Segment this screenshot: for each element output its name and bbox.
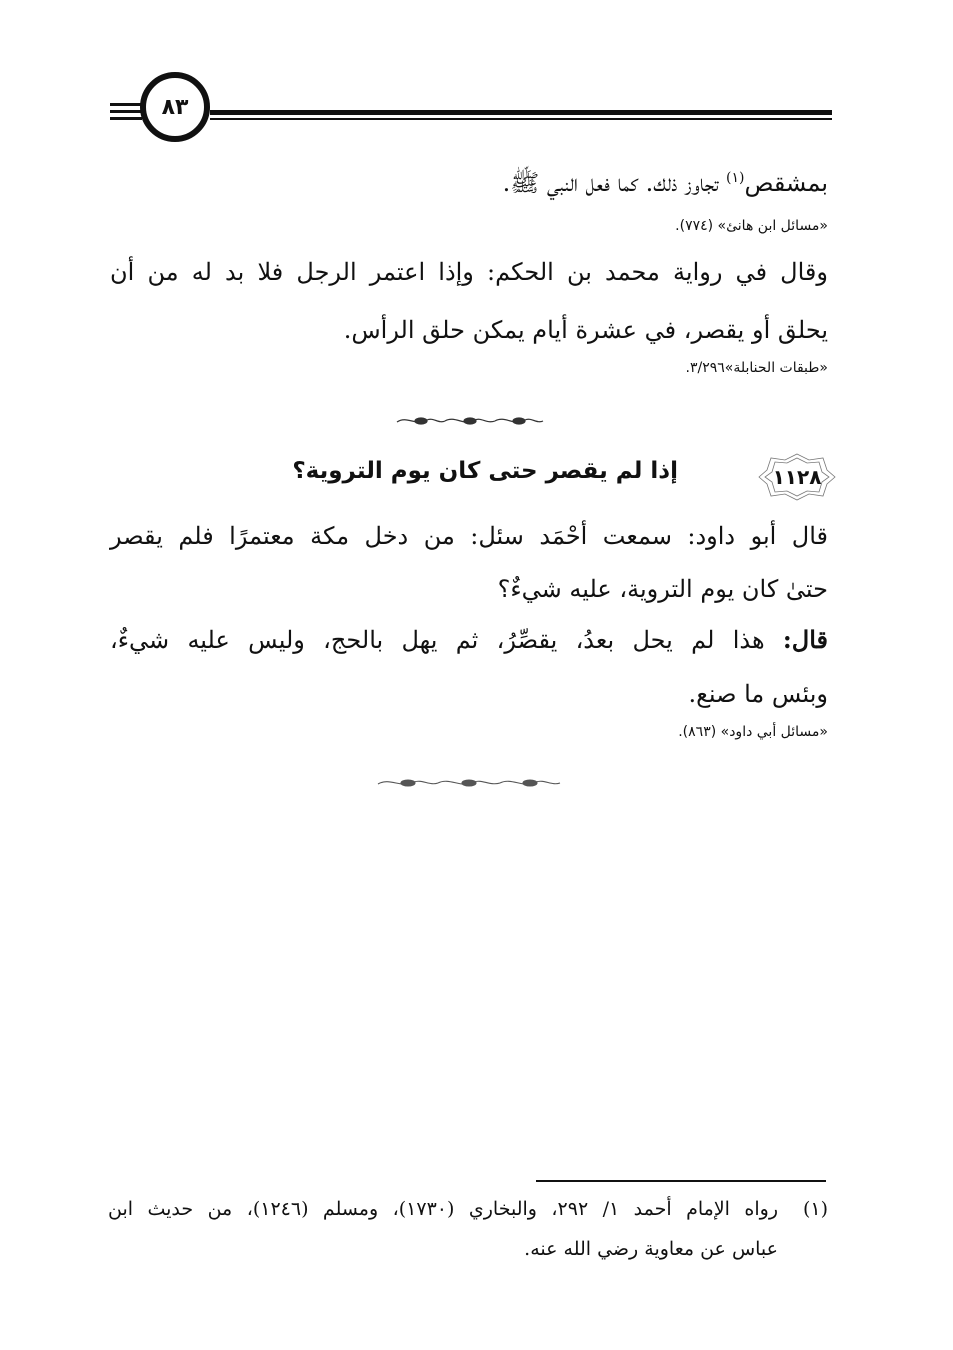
header-rule	[210, 110, 832, 115]
para2-source: «طبقات الحنابلة»٣/٢٩٦.	[685, 360, 828, 376]
footnote-rule	[536, 1180, 826, 1182]
para1-source: «مسائل ابن هانئ» (٧٧٤).	[675, 218, 828, 234]
answer-line1	[110, 625, 828, 654]
para1-line	[503, 168, 828, 203]
para2-line2: يحلق أو يقصر، في عشرة أيام يمكن حلق الرأس.	[343, 316, 828, 344]
para1-text-b: تجاوز ذلك. كما فعل النبي ﷺ.	[502, 169, 727, 197]
entry-title: إذا لم يقصر حتى كان يوم التروية؟	[292, 458, 678, 484]
para2-line1: وقال في رواية محمد بن الحكم: وإذا اعتمر الرجل فلا بد له من أن	[110, 258, 828, 286]
entry-source: «مسائل أبي داود» (٨٦٣).	[678, 724, 828, 740]
footnote-number: (١)	[802, 1198, 828, 1220]
entry-number: ١١٢٨	[772, 465, 822, 489]
footnote-line2: عباس عن معاوية رضي الله عنه.	[524, 1238, 778, 1260]
footnote-line1: رواه الإمام أحمد ١/ ٢٩٢، والبخاري (١٧٣٠)، ومسلم (١٢٤٦)، من حديث ابن	[108, 1198, 778, 1220]
answer-line2: وبئس ما صنع.	[688, 680, 828, 708]
ornament-divider-icon	[376, 776, 562, 790]
header-rule	[210, 118, 832, 120]
entry-number-badge	[757, 452, 837, 502]
page-number: ٨٣	[140, 72, 210, 142]
question-line1: قال أبو داود: سمعت أحْمَد سئل: من دخل مكة معتمرًا فلم يقصر	[110, 522, 828, 550]
question-line2: حتىٰ كان يوم التروية، عليه شيءٌ؟	[497, 575, 828, 603]
footnote-reference: (١)	[726, 170, 745, 186]
answer-label: قال:	[782, 625, 828, 654]
header-rule	[110, 117, 142, 120]
header-rule	[110, 110, 142, 113]
header-rule	[110, 103, 142, 106]
ornament-divider-icon	[395, 414, 545, 428]
para1-text-a: بمشقص	[744, 169, 828, 197]
answer-text: هذا لم يحل بعدُ، يقصِّرُ، ثم يهل بالحج، وليس عليه شيءٌ،	[110, 626, 783, 654]
